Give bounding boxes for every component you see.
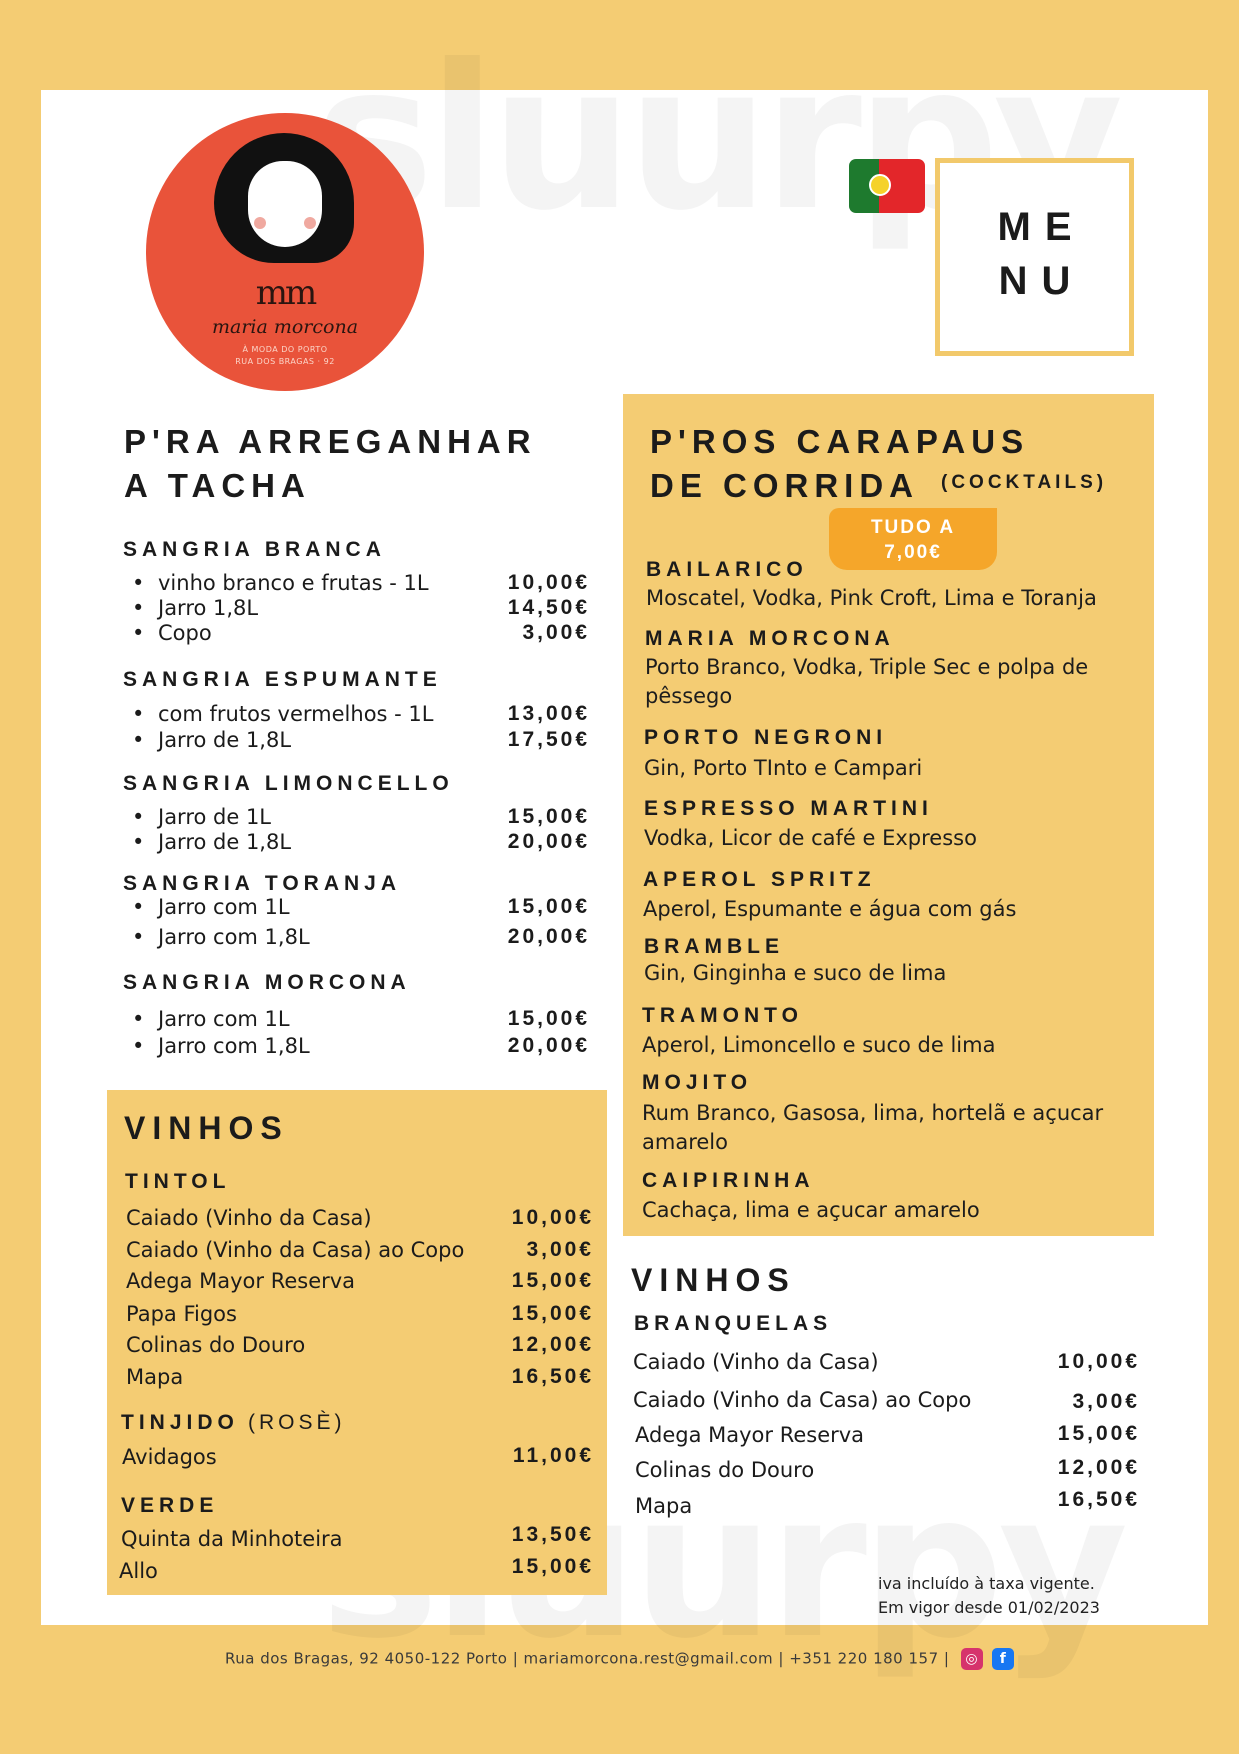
wine-category-verde: VERDE [121, 1494, 219, 1517]
wine-price: 10,00€ [511, 1206, 594, 1229]
bullet: • [132, 1007, 145, 1031]
instagram-icon[interactable]: ◎ [961, 1648, 983, 1670]
cocktail-name: TRAMONTO [642, 1004, 803, 1027]
section-title-cocktails-2: DE CORRIDA [650, 467, 920, 504]
wine-item: Quinta da Minhoteira [121, 1527, 343, 1551]
sangria-price: 20,00€ [507, 830, 590, 853]
wine-category-tintol: TINTOL [125, 1170, 231, 1193]
wine-category-tinjido: TINJIDO [121, 1411, 239, 1434]
cocktail-name: ESPRESSO MARTINI [644, 797, 933, 820]
footer [0, 1648, 1239, 1670]
section-title-cocktails: P'ROS CARAPAUS [650, 423, 1030, 460]
sangria-item: Jarro com 1,8L [158, 1034, 310, 1058]
wine-category-tinjido-sub: (ROSÈ) [248, 1411, 346, 1434]
wine-price: 16,50€ [511, 1365, 594, 1388]
sangria-item: Copo [158, 621, 212, 645]
wine-price: 15,00€ [1057, 1422, 1140, 1445]
menu-title-line1: ME [997, 205, 1086, 249]
wine-price: 10,00€ [1057, 1350, 1140, 1373]
wine-price: 12,00€ [1057, 1456, 1140, 1479]
wine-price: 11,00€ [512, 1444, 594, 1467]
wine-price: 15,00€ [511, 1555, 594, 1578]
wine-price: 13,50€ [511, 1523, 594, 1546]
wine-price: 12,00€ [511, 1333, 594, 1356]
wine-item: Mapa [635, 1494, 693, 1518]
sangria-group-title: SANGRIA MORCONA [123, 971, 411, 994]
sangria-price: 15,00€ [507, 1007, 590, 1030]
tax-note: iva incluído à taxa vigente. [878, 1574, 1095, 1593]
sangria-price: 15,00€ [507, 805, 590, 828]
menu-title-line2: NU [998, 259, 1085, 303]
cocktail-name: BRAMBLE [644, 935, 784, 958]
cocktail-ingredients: Cachaça, lima e açucar amarelo [642, 1198, 980, 1222]
bullet: • [132, 830, 145, 854]
wine-item: Adega Mayor Reserva [126, 1269, 356, 1293]
badge-line1: TUDO A [870, 517, 956, 538]
sangria-group-title: SANGRIA BRANCA [123, 538, 386, 561]
wine-price: 15,00€ [511, 1302, 594, 1325]
cocktail-ingredients: Gin, Porto TInto e Campari [644, 756, 923, 780]
sangria-item: Jarro 1,8L [158, 596, 259, 620]
wine-item: Caiado (Vinho da Casa) ao Copo [633, 1388, 972, 1412]
cocktail-ingredients: Aperol, Limoncello e suco de lima [642, 1033, 996, 1057]
wine-price: 16,50€ [1057, 1488, 1140, 1511]
wine-price: 3,00€ [526, 1238, 594, 1261]
sangria-item: vinho branco e frutas - 1L [158, 571, 429, 595]
sangria-group-title: SANGRIA TORANJA [123, 872, 402, 895]
cocktail-name: APEROL SPRITZ [643, 868, 876, 891]
sangria-price: 15,00€ [507, 895, 590, 918]
sangria-group-title: SANGRIA ESPUMANTE [123, 668, 442, 691]
sangria-item: Jarro com 1L [158, 895, 290, 919]
wine-category-branquelas: BRANQUELAS [634, 1312, 833, 1335]
portugal-flag-icon[interactable] [849, 159, 925, 213]
cocktail-name: BAILARICO [646, 558, 808, 581]
bullet: • [132, 805, 145, 829]
wine-item: Papa Figos [126, 1302, 237, 1326]
wine-item: Colinas do Douro [635, 1458, 815, 1482]
sangria-group-title: SANGRIA LIMONCELLO [123, 772, 454, 795]
logo-name: maria morcona [211, 316, 359, 338]
facebook-icon[interactable]: f [992, 1648, 1014, 1670]
bullet: • [132, 702, 145, 726]
sangria-item: com frutos vermelhos - 1L [158, 702, 434, 726]
cocktail-name: PORTO NEGRONI [644, 726, 888, 749]
section-title-vinhos-right: VINHOS [631, 1262, 796, 1298]
wine-item: Caiado (Vinho da Casa) [633, 1350, 879, 1374]
wine-item: Allo [119, 1559, 158, 1583]
badge-line2: 7,00€ [884, 542, 942, 563]
logo-address: RUA DOS BRAGAS · 92 [235, 357, 335, 366]
sangria-item: Jarro com 1,8L [158, 925, 310, 949]
bullet: • [132, 925, 145, 949]
section-title-sangrias-2: A TACHA [124, 467, 311, 504]
cocktail-ingredients: Porto Branco, Vodka, Triple Sec e polpa de pêssego [645, 655, 1089, 708]
footer-contact: Rua dos Bragas, 92 4050-122 Porto | mariamorcona.rest@gmail.com | +351 220 180 157 | [225, 1649, 950, 1668]
logo-tagline: À MODA DO PORTO [242, 345, 328, 354]
sangria-price: 10,00€ [507, 571, 590, 594]
cocktail-ingredients: Rum Branco, Gasosa, lima, hortelã e açucar amarelo [642, 1101, 1104, 1154]
wine-item: Mapa [126, 1365, 184, 1389]
sangria-item: Jarro com 1L [158, 1007, 290, 1031]
bullet: • [132, 571, 145, 595]
cocktail-ingredients: Gin, Ginginha e suco de lima [644, 961, 947, 985]
wine-item: Caiado (Vinho da Casa) ao Copo [126, 1238, 465, 1262]
restaurant-logo [146, 113, 424, 391]
menu-title-box [935, 158, 1134, 356]
bullet: • [132, 621, 145, 645]
logo-face [248, 161, 322, 247]
wine-item: Caiado (Vinho da Casa) [126, 1206, 372, 1230]
sangria-price: 17,50€ [507, 728, 590, 751]
sangria-price: 14,50€ [507, 596, 590, 619]
validity-note: Em vigor desde 01/02/2023 [878, 1598, 1100, 1617]
sangria-price: 13,00€ [507, 702, 590, 725]
sangria-item: Jarro de 1,8L [158, 830, 292, 854]
sangria-price: 20,00€ [507, 925, 590, 948]
sangria-item: Jarro de 1,8L [158, 728, 292, 752]
cocktail-name: CAIPIRINHA [642, 1169, 815, 1192]
wine-item: Colinas do Douro [126, 1333, 306, 1357]
sangria-price: 20,00€ [507, 1034, 590, 1057]
cocktail-name: MARIA MORCONA [645, 627, 895, 650]
wine-price: 3,00€ [1072, 1390, 1140, 1413]
wine-price: 15,00€ [511, 1269, 594, 1292]
cocktail-name: MOJITO [642, 1071, 753, 1094]
cocktail-ingredients: Moscatel, Vodka, Pink Croft, Lima e Toranja [646, 586, 1097, 610]
logo-monogram: mm [255, 273, 315, 313]
sangria-price: 3,00€ [522, 621, 590, 644]
wine-item: Avidagos [122, 1445, 217, 1469]
cocktail-ingredients: Aperol, Espumante e água com gás [643, 897, 1017, 921]
bullet: • [132, 596, 145, 620]
bullet: • [132, 728, 145, 752]
sangria-item: Jarro de 1L [158, 805, 272, 829]
cocktails-subtitle: (COCKTAILS) [941, 472, 1108, 493]
section-title-vinhos: VINHOS [124, 1110, 289, 1146]
price-badge [829, 508, 997, 570]
section-title-sangrias: P'RA ARREGANHAR [124, 423, 537, 460]
bullet: • [132, 1034, 145, 1058]
bullet: • [132, 895, 145, 919]
cocktail-ingredients: Vodka, Licor de café e Expresso [644, 826, 977, 850]
wine-item: Adega Mayor Reserva [635, 1423, 865, 1447]
